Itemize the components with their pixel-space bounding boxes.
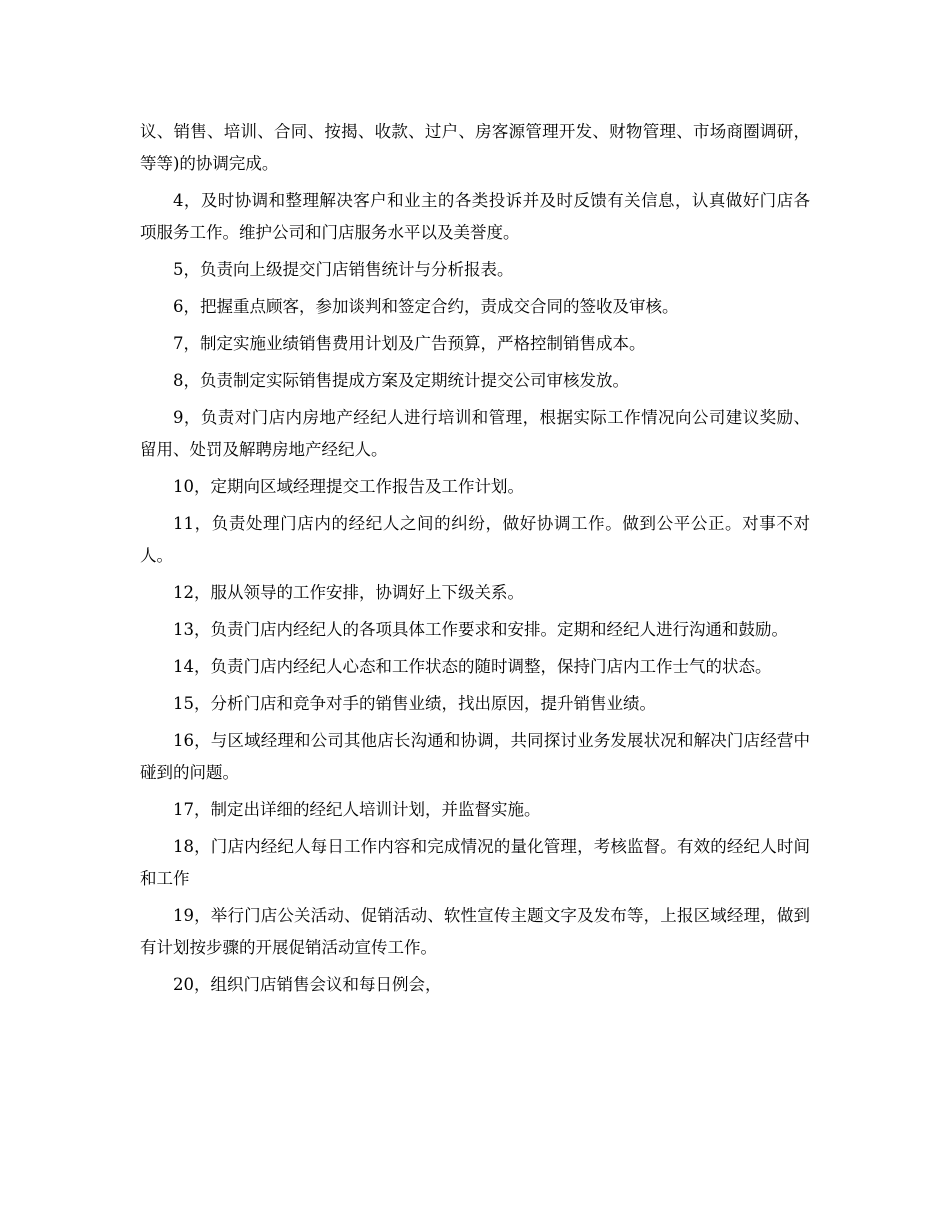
paragraph-item-6: 6，把握重点顾客，参加谈判和签定合约，责成交合同的签收及审核。 xyxy=(173,297,679,316)
paragraph-item-9: 9，负责对门店内房地产经纪人进行培训和管理，根据实际工作情况向公司建议奖励、留用、处罚及解聘房地产经纪人。 xyxy=(140,408,810,459)
paragraph-item-16: 16，与区域经理和公司其他店长沟通和协调，共同探讨业务发展状况和解决门店经营中碰到的问题。 xyxy=(140,731,810,782)
document-body xyxy=(140,116,810,1006)
paragraph-item-17: 17，制定出详细的经纪人培训计划，并监督实施。 xyxy=(173,800,541,819)
paragraph-item-4: 4，及时协调和整理解决客户和业主的各类投诉并及时反馈有关信息，认真做好门店各项服务工作。维护公司和门店服务水平以及美誉度。 xyxy=(140,191,810,242)
paragraph-item-7: 7，制定实施业绩销售费用计划及广告预算，严格控制销售成本。 xyxy=(173,334,646,353)
paragraph-item-20: 20，组织门店销售会议和每日例会， xyxy=(173,975,442,994)
paragraph-item-18: 18，门店内经纪人每日工作内容和完成情况的量化管理，考核监督。有效的经纪人时间和工作 xyxy=(140,837,810,888)
paragraph-item-10: 10，定期向区域经理提交工作报告及工作计划。 xyxy=(173,477,524,496)
paragraph-item-19: 19，举行门店公关活动、促销活动、软性宣传主题文字及发布等，上报区域经理，做到有计划按步骤的开展促销活动宣传工作。 xyxy=(140,906,810,957)
paragraph-item-5: 5，负责向上级提交门店销售统计与分析报表。 xyxy=(173,260,514,279)
paragraph-item-8: 8，负责制定实际销售提成方案及定期统计提交公司审核发放。 xyxy=(173,371,629,390)
paragraph-item-12: 12，服从领导的工作安排，协调好上下级关系。 xyxy=(173,583,524,602)
paragraph-item-13: 13，负责门店内经纪人的各项具体工作要求和安排。定期和经纪人进行沟通和鼓励。 xyxy=(173,620,788,639)
paragraph-item-14: 14，负责门店内经纪人心态和工作状态的随时调整，保持门店内工作士气的状态。 xyxy=(173,657,772,676)
paragraph-item-15: 15，分析门店和竞争对手的销售业绩，找出原因，提升销售业绩。 xyxy=(173,694,656,713)
paragraph-item-11: 11，负责处理门店内的经纪人之间的纠纷，做好协调工作。做到公平公正。对事不对人。 xyxy=(140,514,810,565)
paragraph-continuation: 议、销售、培训、合同、按揭、收款、过户、房客源管理开发、财物管理、市场商圈调研，等等)的协调完成。 xyxy=(140,122,810,173)
